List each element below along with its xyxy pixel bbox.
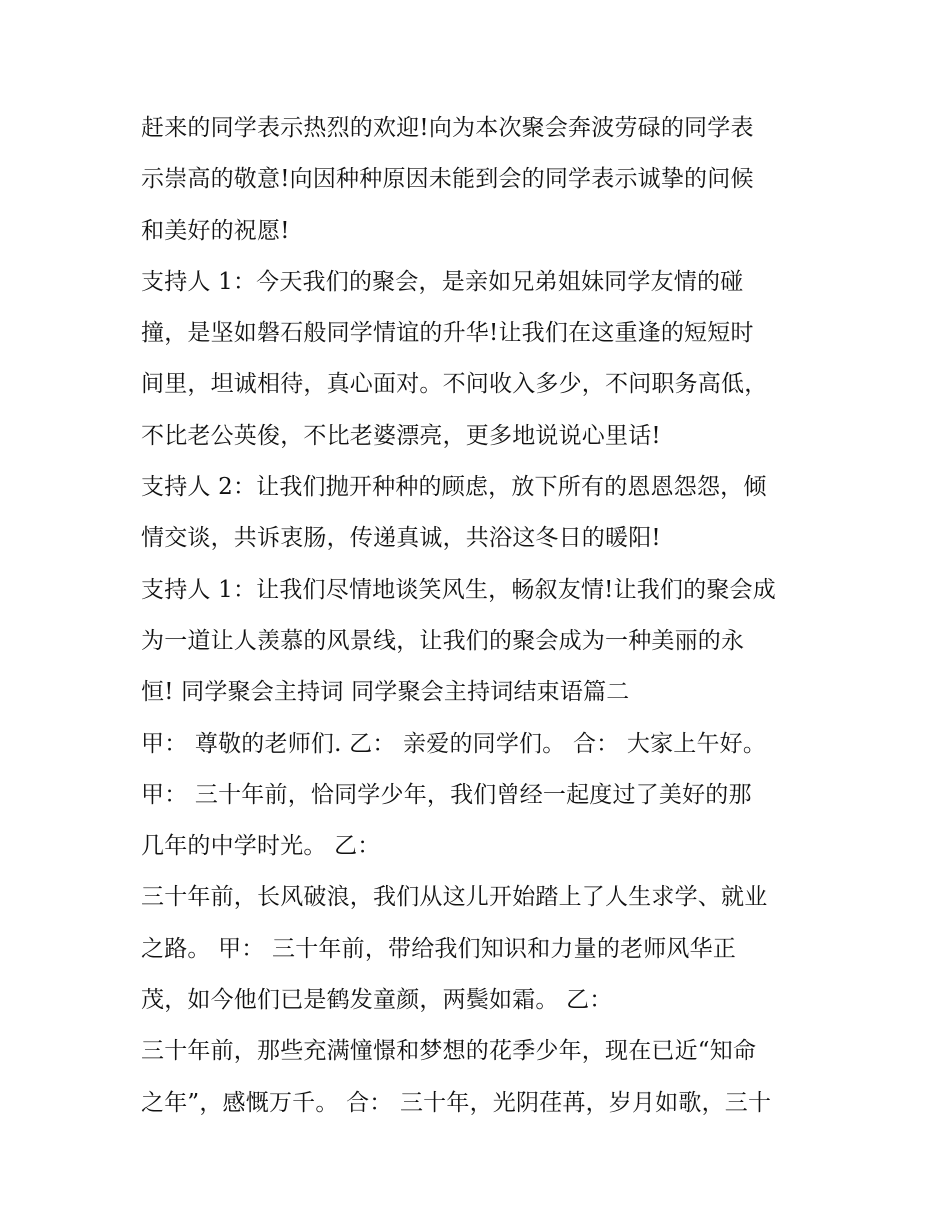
text-line: 甲： 尊敬的老师们. 乙： 亲爱的同学们。 合： 大家上午好。 (141, 730, 767, 757)
text-line: 三十年前，那些充满憧憬和梦想的花季少年，现在已近“知命 (141, 1038, 757, 1065)
text-line: 甲： 三十年前，恰同学少年，我们曾经一起度过了美好的那 (141, 781, 752, 808)
text-line: 之路。 甲： 三十年前，带给我们知识和力量的老师风华正 (141, 935, 737, 962)
text-line: 茂，如今他们已是鹤发童颜，两鬓如霜。 乙： (141, 987, 613, 1014)
text-line: 几年的中学时光。 乙： (141, 833, 381, 860)
text-line: 恒! 同学聚会主持词 同学聚会主持词结束语篇二 (141, 679, 630, 706)
text-line: 支持人 2：让我们抛开种种的顾虑，放下所有的恩恩怨怨，倾 (141, 474, 767, 501)
text-line: 三十年前，长风破浪，我们从这儿开始踏上了人生求学、就业 (141, 884, 768, 911)
text-line: 支持人 1：让我们尽情地谈笑风生，畅叙友情!让我们的聚会成 (141, 576, 776, 603)
text-line: 赶来的同学表示热烈的欢迎!向为本次聚会奔波劳碌的同学表 (141, 115, 754, 141)
text-line: 为一道让人羡慕的风景线，让我们的聚会成为一种美丽的永 (141, 627, 745, 654)
text-line: 支持人 1：今天我们的聚会，是亲如兄弟姐妹同学友情的碰 (141, 268, 744, 295)
document-body (141, 103, 821, 1129)
text-line: 示崇高的敬意!向因种种原因未能到会的同学表示诚挚的问候 (141, 166, 754, 193)
text-line: 不比老公英俊，不比老婆漂亮，更多地说说心里话! (141, 422, 661, 449)
text-line: 和美好的祝愿! (141, 217, 290, 244)
text-line: 间里，坦诚相待，真心面对。不问收入多少，不问职务高低， (141, 371, 768, 398)
text-line: 撞，是坚如磐石般同学情谊的升华!让我们在这重逢的短短时 (141, 320, 754, 347)
text-line: 情交谈，共诉衷肠，传递真诚，共浴这冬日的暖阳! (141, 525, 661, 552)
text-line: 之年”，感慨万千。 合： 三十年，光阴荏苒，岁月如歌，三十 (141, 1089, 772, 1116)
